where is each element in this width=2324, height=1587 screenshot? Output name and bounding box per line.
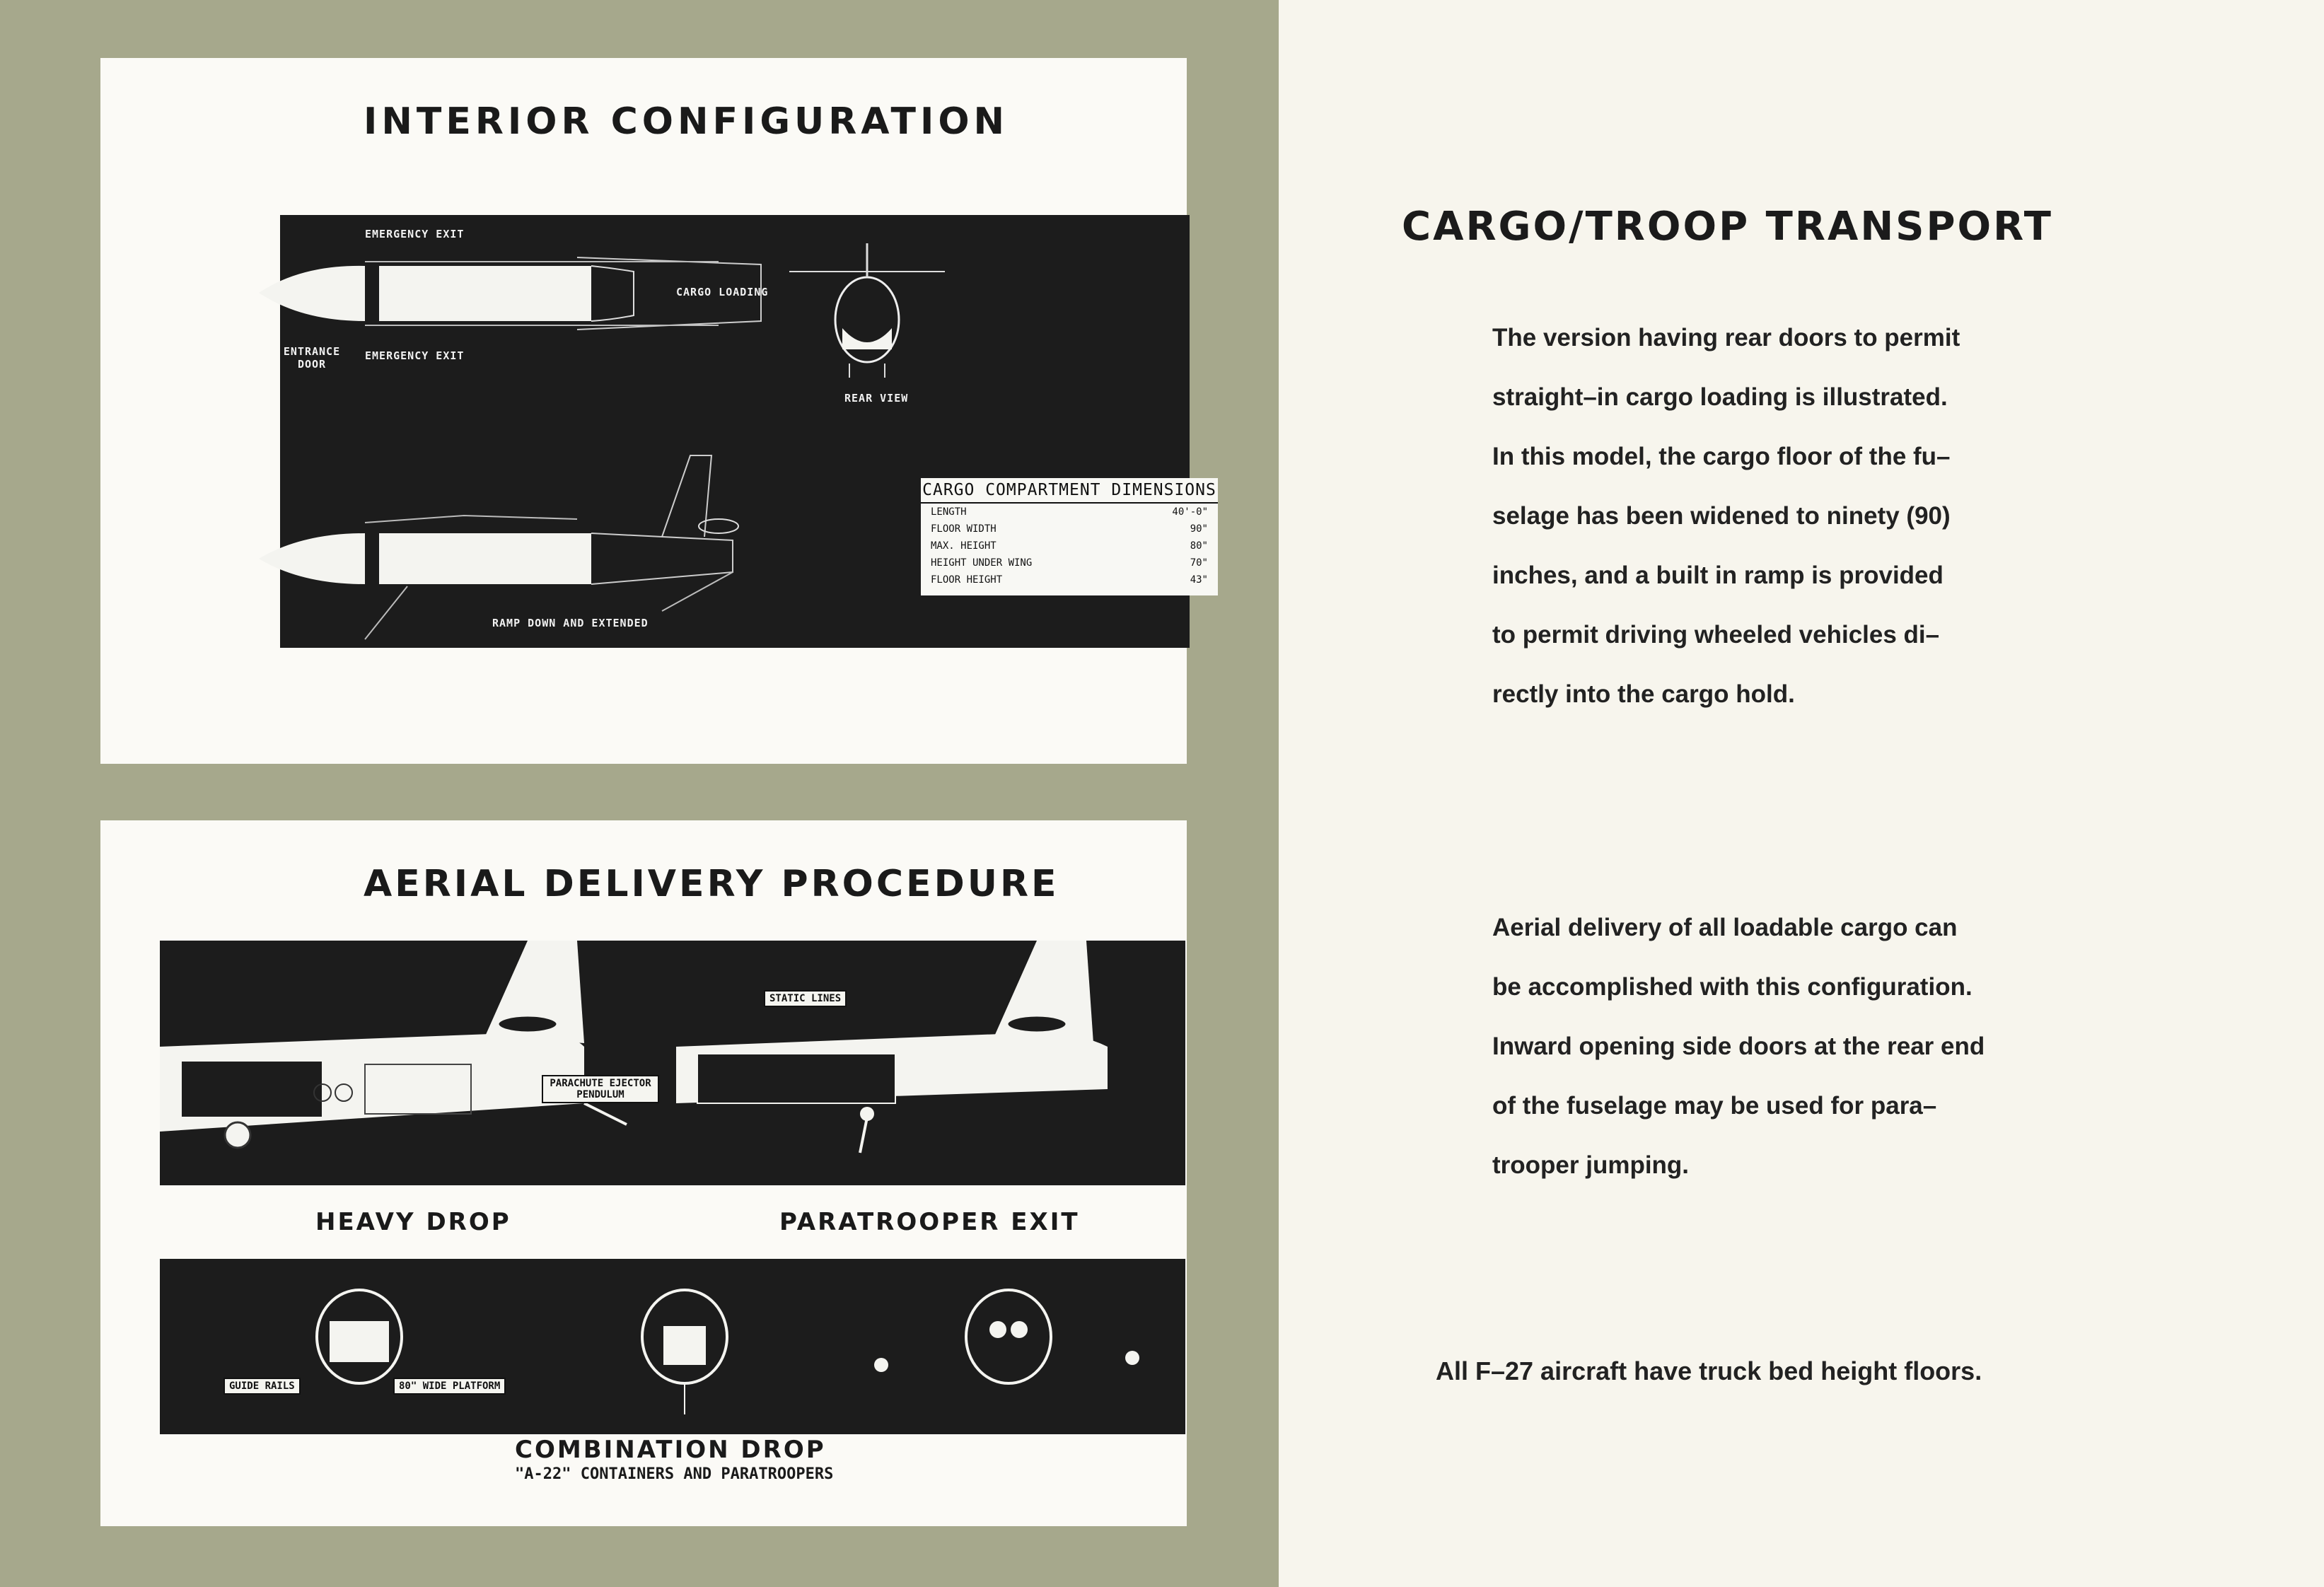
paragraph-line: In this model, the cargo floor of the fu– (1492, 443, 1951, 470)
dimension-row (921, 571, 1218, 588)
drop-illustration-panel (160, 941, 1185, 1185)
dimension-label: MAX. HEIGHT (931, 540, 997, 552)
paragraph-line: be accomplished with this configuration. (1492, 973, 1973, 1001)
footnote: All F–27 aircraft have truck bed height floors. (1436, 1356, 1982, 1385)
paragraph-line: Inward opening side doors at the rear end (1492, 1033, 1985, 1060)
paragraph-line: trooper jumping. (1492, 1151, 1690, 1179)
dimension-row (921, 537, 1218, 554)
paragraph-line: rectly into the cargo hold. (1492, 680, 1795, 708)
aerial-delivery-title: AERIAL DELIVERY PROCEDURE (364, 863, 1059, 905)
aircraft-drop-drawing (160, 941, 1185, 1185)
cross-section-drawing (160, 1259, 1185, 1434)
paragraph-line: selage has been widened to ninety (90) (1492, 502, 1951, 530)
cargo-dimensions-table (921, 478, 1218, 595)
guide-rails-tag: GUIDE RAILS (223, 1378, 301, 1395)
rear-view-label: REAR VIEW (844, 392, 909, 405)
dimension-row (921, 504, 1218, 521)
paratrooper-exit-caption: PARATROOPER EXIT (779, 1208, 1080, 1236)
platform-tag: 80" WIDE PLATFORM (393, 1378, 506, 1395)
interior-diagram-panel (280, 215, 1216, 648)
paragraph-line: inches, and a built in ramp is provided (1492, 562, 1944, 589)
dimension-label: FLOOR HEIGHT (931, 574, 1003, 586)
heavy-drop-caption: HEAVY DROP (315, 1208, 511, 1236)
paragraph-line: of the fuselage may be used for para– (1492, 1092, 1937, 1120)
static-lines-tag: STATIC LINES (764, 990, 847, 1007)
cargo-dimensions-title: CARGO COMPARTMENT DIMENSIONS (921, 478, 1218, 504)
dimension-value: 80" (1190, 540, 1208, 552)
dimension-label: FLOOR WIDTH (931, 523, 997, 535)
combination-drop-panel (160, 1259, 1185, 1434)
paragraph-aerial-delivery (1492, 898, 1985, 1195)
dimension-label: HEIGHT UNDER WING (931, 557, 1033, 569)
dimension-value: 70" (1190, 557, 1208, 569)
paragraph-line: straight–in cargo loading is illustrated. (1492, 383, 1948, 411)
right-page (1279, 0, 2324, 1587)
paragraph-cargo-loading (1492, 308, 1960, 724)
aerial-delivery-card (100, 820, 1187, 1526)
paragraph-line: to permit driving wheeled vehicles di– (1492, 621, 1940, 649)
dimension-value: 43" (1190, 574, 1208, 586)
dimension-row (921, 554, 1218, 571)
interior-configuration-title: INTERIOR CONFIGURATION (364, 100, 1009, 143)
dimension-row (921, 521, 1218, 537)
ramp-label: RAMP DOWN AND EXTENDED (492, 617, 649, 629)
dimension-value: 40'-0" (1172, 506, 1208, 518)
emergency-exit-top-label: EMERGENCY EXIT (365, 228, 465, 240)
cargo-loading-label: CARGO LOADING (676, 286, 769, 298)
dimension-value: 90" (1190, 523, 1208, 535)
interior-configuration-card (100, 58, 1216, 764)
entrance-door-label: ENTRANCE DOOR (283, 345, 341, 371)
dimension-label: LENGTH (931, 506, 967, 518)
combination-drop-caption: COMBINATION DROP (515, 1436, 826, 1464)
paragraph-line: Aerial delivery of all loadable cargo can (1492, 914, 1958, 941)
page-heading: CARGO/TROOP TRANSPORT (1402, 204, 2053, 250)
paragraph-line: The version having rear doors to permit (1492, 324, 1960, 351)
parachute-ejector-tag: PARACHUTE EJECTOR PENDULUM (542, 1075, 659, 1103)
emergency-exit-bottom-label: EMERGENCY EXIT (365, 349, 465, 362)
combination-drop-subcaption: "A-22" CONTAINERS AND PARATROOPERS (515, 1465, 834, 1483)
